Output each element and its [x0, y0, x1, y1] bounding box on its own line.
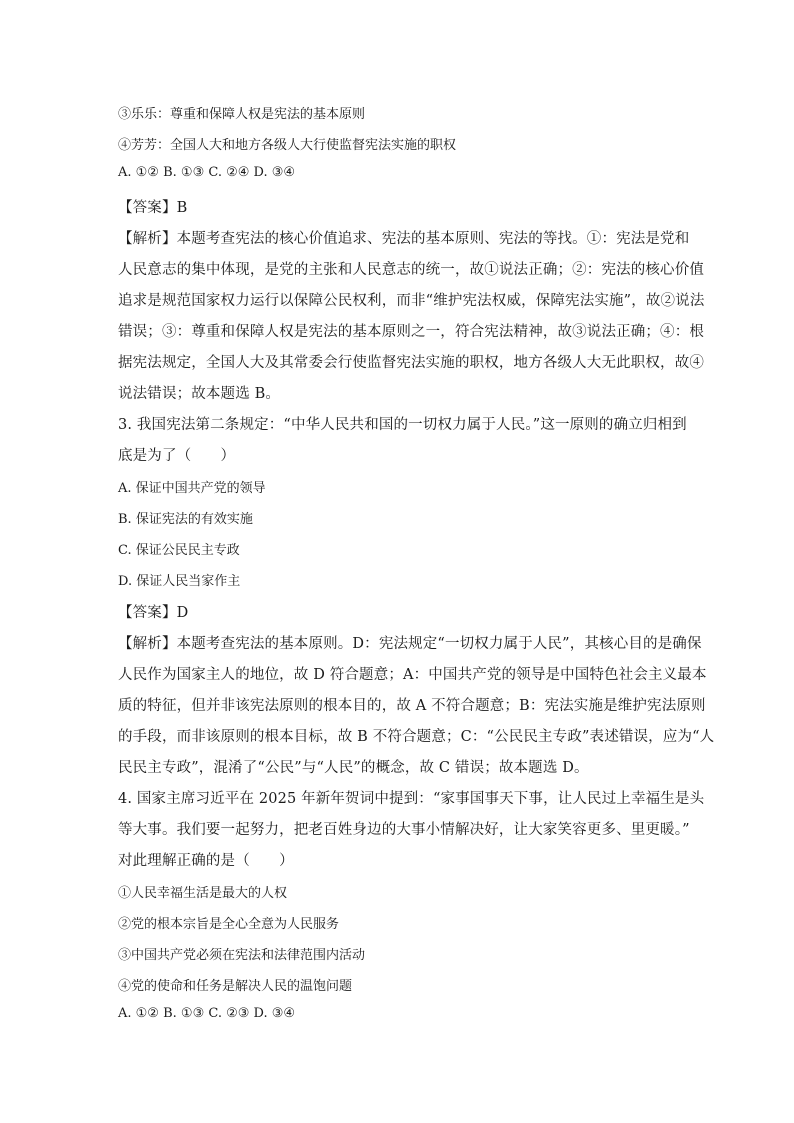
explanation-line: 人民作为国家主人的地位，故 D 符合题意；A：中国共产党的领导是中国特色社会主义最本 — [118, 667, 707, 683]
question-4-stem: 对此理解正确的是（ ） — [118, 853, 294, 869]
explanation-line: 错误；③：尊重和保障人权是宪法的基本原则之一，符合宪法精神，故③说法正确；④：根 — [118, 324, 704, 340]
explanation-line: 追求是规范国家权力运行以保障公民权利，而非“维护宪法权威，保障宪法实施”，故②说法 — [118, 293, 705, 309]
answer-label: 【答案】B — [118, 200, 188, 216]
explanation-line: 质的特征，但并非该宪法原则的根本目的，故 A 不符合题意；B：宪法实施是维护宪法原则 — [118, 698, 706, 714]
question-4-stem: 4. 国家主席习近平在 2025 年新年贺词中提到：“家事国事天下事，让人民过上幸福生是头 — [118, 791, 705, 807]
choice-c: C. 保证公民民主专政 — [118, 543, 240, 558]
explanation-line: 据宪法规定，全国人大及其常委会行使监督宪法实施的职权，地方各级人大无此职权，故④ — [118, 355, 704, 371]
question-4-stem: 等大事。我们要一起努力，把老百姓身边的大事小情解决好，让大家笑容更多、里更暖。” — [118, 822, 690, 838]
choice-d: D. 保证人民当家作主 — [118, 574, 241, 589]
answer-label: 【答案】D — [118, 605, 189, 621]
explanation-line: 人民意志的集中体现，是党的主张和人民意志的统一，故①说法正确；②：宪法的核心价值 — [118, 262, 704, 278]
option-statement-1: ①人民幸福生活是最大的人权 — [118, 886, 288, 901]
option-statement-3: ③乐乐：尊重和保障人权是宪法的基本原则 — [118, 107, 366, 122]
choice-b: B. 保证宪法的有效实施 — [118, 512, 253, 527]
option-statement-4: ④芳芳：全国人大和地方各级人大行使监督宪法实施的职权 — [118, 138, 457, 153]
explanation-line: 说法错误；故本题选 B。 — [118, 386, 281, 402]
answer-choices: A. ①② B. ①③ C. ②③ D. ③④ — [118, 1006, 296, 1021]
question-3-stem: 底是为了（ ） — [118, 448, 236, 464]
explanation-line: 【解析】本题考查宪法的核心价值追求、宪法的基本原则、宪法的等找。①：宪法是党和 — [118, 231, 690, 247]
explanation-line: 的手段，而非该原则的根本目标，故 B 不符合题意；C：“公民民主专政”表述错误，应为“人 — [118, 729, 715, 745]
choice-a: A. 保证中国共产党的领导 — [118, 481, 266, 496]
explanation-line: 民民主专政”，混淆了“公民”与“人民”的概念，故 C 错误；故本题选 D。 — [118, 760, 589, 776]
answer-choices: A. ①② B. ①③ C. ②④ D. ③④ — [118, 165, 296, 180]
explanation-line: 【解析】本题考查宪法的基本原则。D：宪法规定“一切权力属于人民”，其核心目的是确保 — [118, 636, 702, 652]
option-statement-4: ④党的使命和任务是解决人民的温饱问题 — [118, 979, 353, 994]
option-statement-3: ③中国共产党必须在宪法和法律范围内活动 — [118, 948, 366, 963]
question-3-stem: 3. 我国宪法第二条规定：“中华人民共和国的一切权力属于人民。”这一原则的确立归相到 — [118, 417, 687, 433]
option-statement-2: ②党的根本宗旨是全心全意为人民服务 — [118, 917, 340, 932]
